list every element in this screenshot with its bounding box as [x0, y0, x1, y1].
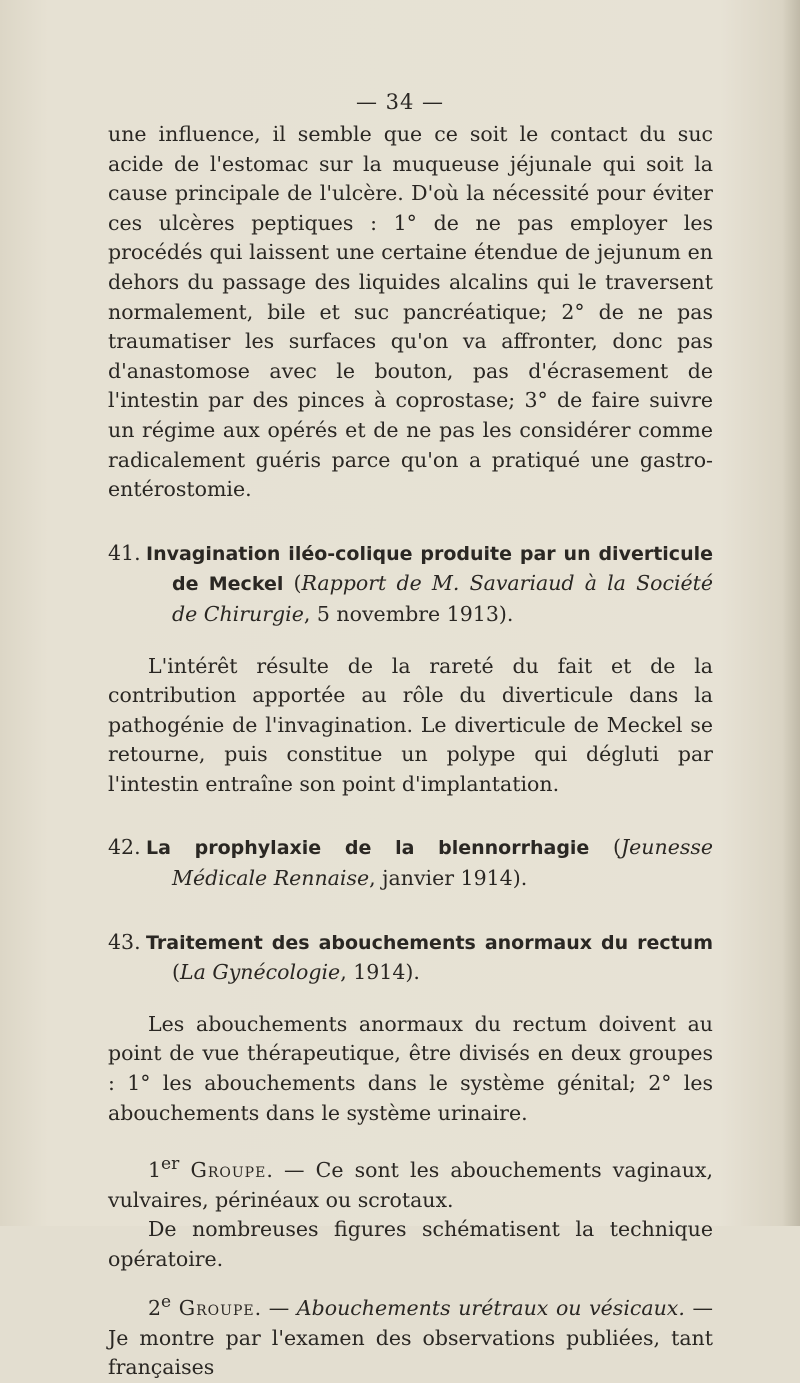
entry-43-body: Les abouchements anormaux du rectum doivent au point de vue thérapeutique, être divisés en deux groupes : 1° les abouchements dans le système génital; 2° les abouchements dans le système urinaire.: [108, 1011, 713, 1125]
entry-source: Rapport de M. Savariaud à la Société de Chirurgie: [172, 571, 714, 626]
entry-source: Jeunesse Médicale Rennaise: [172, 835, 714, 891]
entry-date: , 5 novembre 1913).: [303, 601, 514, 626]
entry-date: , 1914).: [340, 960, 420, 985]
entry-number: 42.: [108, 835, 141, 860]
entry-43: 43. Traitement des abouchements anormaux du rectum (La Gynécologie, 1914).: [108, 929, 713, 985]
entry-41: 41. Invagination iléo-colique produite par un diverticule de Meckel (Rapport de M. Savariaud à la Société de Chirurgie, 5 novembre 1913).: [108, 540, 714, 626]
group-2-paragraph: 2e Groupe. — Abouchements urétraux ou vésicaux. — Je montre par l'examen des observations publiées, tant françaises: [108, 1292, 713, 1380]
entry-title: Traitement des abouchements anormaux du rectum: [146, 931, 713, 954]
entry-date: , janvier 1914).: [369, 866, 528, 891]
group-label: Groupe: [178, 1296, 255, 1321]
page-number: — 34 —: [355, 90, 445, 114]
entry-number: 43.: [108, 929, 141, 954]
entry-number: 41.: [108, 540, 141, 565]
entry-title: Invagination iléo-colique produite par un diverticule de Meckel: [146, 542, 713, 596]
entry-title: La prophylaxie de la blennorrhagie: [146, 837, 590, 860]
group-1-paragraph: 1er Groupe. — Ce sont les abouchements vaginaux, vulvaires, périnéaux ou scrotaux.: [108, 1154, 713, 1212]
paragraph-continuation: une influence, il semble que ce soit le contact du suc acide de l'estomac sur la muqueuse jéjunale qui soit la cause principale de l'ulcère. D'où la nécessité pour éviter ces ulcères peptiques : 1° de ne pas employer les procédés qui laissent une certaine étendue de jejunum en dehors du passage des liquides alcalins qui le traversent normalement, bile et suc pancréatique; 2° de ne pas traumatiser les surfaces qu'on va affronter, donc pas d'anastomose avec le bouton, pas d'écrasement de l'intestin par des pinces à coprostase; 3° de faire suivre un régime aux opérés et de ne pas les considérer comme radicalement guéris parce qu'on a pratiqué une gastro-entérostomie.: [108, 122, 713, 502]
group-1-technique: De nombreuses figures schématisent la technique opératoire.: [108, 1217, 713, 1271]
entry-42: 42. La prophylaxie de la blennorrhagie (Jeunesse Médicale Rennaise, janvier 1914).: [108, 835, 714, 891]
entry-source: La Gynécologie: [180, 960, 341, 985]
page-edge-shadow: [782, 0, 800, 1226]
page-content: [108, 120, 713, 1383]
group-label: Groupe: [190, 1158, 267, 1183]
entry-41-body: L'intérêt résulte de la rareté du fait et de la contribution apportée au rôle du diverticule dans la pathogénie de l'invagination. Le diverticule de Meckel se retourne, puis constitue un polype qui dégluti par l'intestin entraîne son point d'implantation.: [108, 653, 713, 796]
